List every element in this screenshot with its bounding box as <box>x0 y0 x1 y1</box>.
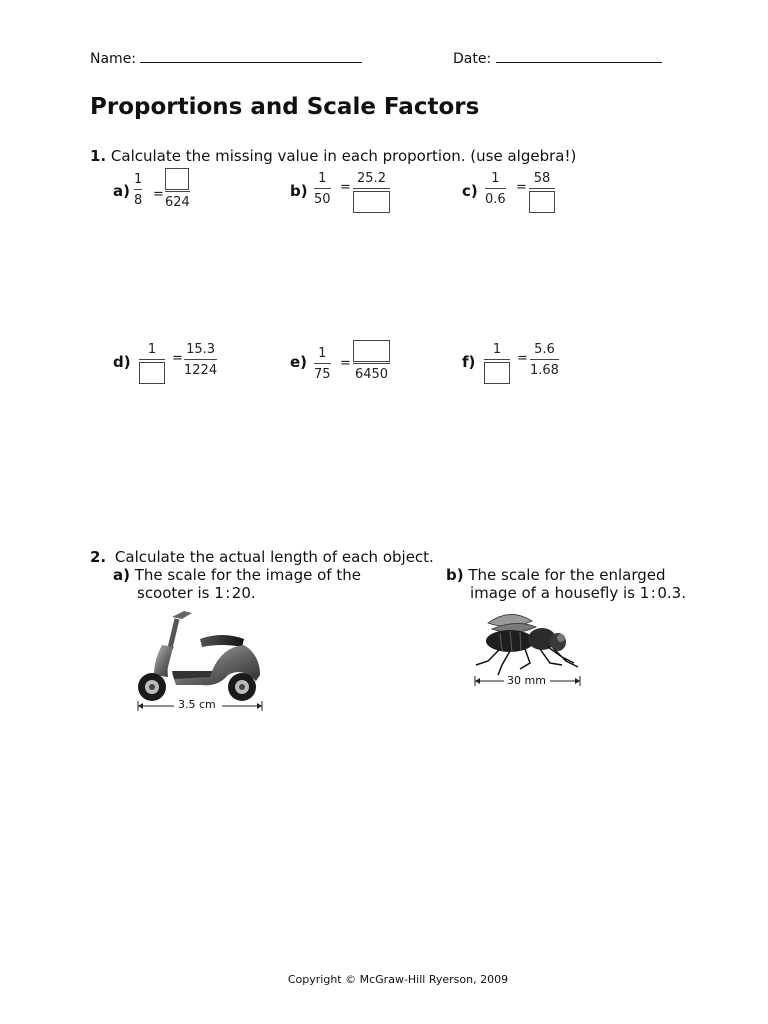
item-c-right-fraction <box>529 170 555 213</box>
page-title: Proportions and Scale Factors <box>90 94 480 120</box>
item-a-answer-box[interactable] <box>165 168 189 190</box>
item-f-equals: = <box>517 351 528 366</box>
question-2b-line2: image of a housefly is 1 : 0.3. <box>470 584 686 602</box>
date-field <box>453 48 662 67</box>
item-a-equals: = <box>153 187 164 202</box>
item-d-right-fraction <box>184 341 217 379</box>
item-e-left-denominator: 75 <box>314 367 331 382</box>
item-f-label: f) <box>462 353 476 371</box>
item-a-right-fraction <box>165 168 190 211</box>
question-1 <box>90 147 576 165</box>
item-f-left-numerator: 1 <box>492 342 502 357</box>
item-a-left-fraction <box>134 171 142 209</box>
item-a-left-denominator: 8 <box>134 193 143 208</box>
item-b-right-fraction <box>353 170 390 213</box>
item-b-label: b) <box>290 182 308 200</box>
question-2a <box>113 566 361 584</box>
item-b-equals: = <box>340 180 351 195</box>
item-c-answer-box[interactable] <box>529 191 555 213</box>
name-field <box>90 48 362 67</box>
item-b-answer-box[interactable] <box>353 191 390 213</box>
question-2-text: Calculate the actual length of each object. <box>114 548 434 566</box>
scooter-measure-label: 3.5 cm <box>178 698 216 711</box>
question-2a-line2: scooter is 1 : 20. <box>137 584 256 602</box>
item-a-right-denominator: 624 <box>165 195 190 210</box>
item-c-equals: = <box>516 180 527 195</box>
question-1-number: 1. <box>90 147 107 165</box>
item-e-right-fraction <box>353 340 390 383</box>
question-2b <box>446 566 666 584</box>
housefly-measure-label: 30 mm <box>507 674 546 687</box>
item-a-label: a) <box>113 182 130 200</box>
question-2a-line1: The scale for the image of the <box>134 566 361 584</box>
item-f-answer-box[interactable] <box>484 362 510 384</box>
question-1-text: Calculate the missing value in each proportion. (use algebra!) <box>110 147 577 165</box>
item-d-equals: = <box>172 351 183 366</box>
item-d-label: d) <box>113 353 131 371</box>
item-c-left-numerator: 1 <box>491 171 500 186</box>
question-2 <box>90 548 434 566</box>
question-2a-label: a) <box>113 566 130 584</box>
item-d-left-fraction <box>139 341 165 384</box>
item-b-left-numerator: 1 <box>318 171 327 186</box>
copyright-footer: Copyright © McGraw-Hill Ryerson, 2009 <box>287 973 509 986</box>
item-b-left-fraction <box>314 170 331 208</box>
question-2b-label: b) <box>446 566 464 584</box>
date-line[interactable] <box>496 48 662 63</box>
name-label: Name: <box>90 51 137 67</box>
item-e-equals: = <box>340 356 351 371</box>
item-d-left-numerator: 1 <box>147 342 157 357</box>
item-a-left-numerator: 1 <box>134 172 143 187</box>
item-c-left-fraction <box>485 170 506 208</box>
item-c-right-numerator: 58 <box>533 171 551 186</box>
question-2-number: 2. <box>90 548 107 566</box>
item-e-left-numerator: 1 <box>318 346 327 361</box>
name-line[interactable] <box>140 48 362 63</box>
question-2b-line1: The scale for the enlarged <box>468 566 666 584</box>
date-label: Date: <box>453 51 492 67</box>
item-e-right-denominator: 6450 <box>354 367 389 382</box>
item-e-left-fraction <box>314 345 331 383</box>
item-d-answer-box[interactable] <box>139 362 165 384</box>
item-b-right-numerator: 25.2 <box>357 171 386 186</box>
item-f-left-fraction <box>484 341 510 384</box>
item-d-right-numerator: 15.3 <box>186 342 216 357</box>
item-d-right-denominator: 1224 <box>184 363 218 378</box>
item-e-label: e) <box>290 353 308 371</box>
item-c-label: c) <box>462 182 478 200</box>
item-c-left-denominator: 0.6 <box>485 192 506 207</box>
item-e-answer-box[interactable] <box>353 340 390 362</box>
item-f-right-fraction <box>530 341 559 379</box>
item-b-left-denominator: 50 <box>314 192 331 207</box>
item-f-right-numerator: 5.6 <box>534 342 555 357</box>
item-f-right-denominator: 1.68 <box>530 363 559 378</box>
